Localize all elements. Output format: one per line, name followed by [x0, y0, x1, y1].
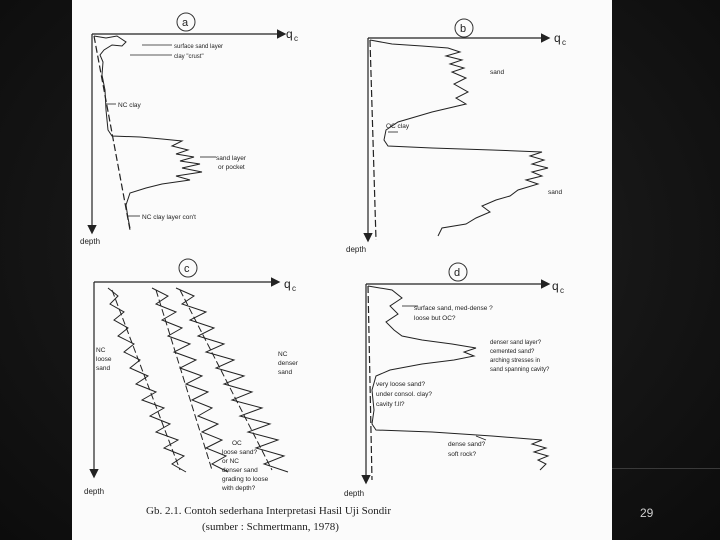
panel-a-ann-surface-sand: surface sand layer [174, 44, 224, 50]
panel-d-ann-dense-sand: dense sand? [448, 441, 486, 448]
panel-c-profile-mid [152, 288, 228, 472]
panel-b-qc-label: q [554, 31, 561, 45]
panel-c-trend-2 [156, 290, 212, 470]
panel-d-ann-very-loose: very loose sand? [376, 381, 426, 388]
panel-b-ann-sand-lower: sand [548, 189, 563, 196]
panel-d-ann-loose-oc: loose but OC? [414, 315, 456, 322]
panel-b-qc-profile [370, 40, 548, 236]
panel-c-ann-denser-sand: denser sand [222, 467, 258, 474]
panel-d-ann-soft-rock: soft rock? [448, 451, 477, 458]
panel-b-ann-sand-upper: sand [490, 69, 505, 76]
panel-c-qc-sub: c [292, 284, 296, 293]
panel-d-ann-denser-sand: denser sand layer? [490, 340, 542, 346]
panel-b-qc-sub: c [562, 38, 566, 47]
panel-d-qc-label: q [552, 279, 559, 293]
panel-d-ann-arching: arching stresses in [490, 358, 541, 364]
panel-a-ann-sand-layer: sand layer [216, 155, 246, 162]
panel-c-ann-oc: OC [232, 440, 242, 447]
panel-d-ann-surface-sand: surface sand, med-dense ? [414, 305, 493, 312]
panel-d-ann-cemented: cemented sand? [490, 349, 535, 355]
panel-c-ann-nc-1: NC [96, 347, 106, 354]
panel-d-ann-underconsol: under consol. clay? [376, 391, 433, 398]
panel-c-ann-loose-sand: loose sand? [222, 449, 258, 456]
panel-d-depth-label: depth [344, 489, 365, 498]
page-number: 29 [640, 506, 654, 520]
panel-a-qc-sub: c [294, 34, 298, 43]
panel-a-ann-nc-clay: NC clay [118, 102, 141, 109]
panel-c-ann-grading: grading to loose [222, 476, 269, 483]
panel-c-ann-sand-1: sand [96, 365, 111, 372]
panel-d-leader-2 [476, 436, 486, 440]
panel-a-qc-profile [94, 36, 202, 228]
panel-c-trend-1 [112, 290, 180, 470]
panel-d-letter: d [454, 267, 461, 279]
panel-c [84, 259, 299, 496]
cpt-interpretation-figure [72, 0, 612, 540]
panel-a-trend-line [94, 36, 130, 230]
panel-a-ann-or-pocket: or pocket [218, 164, 245, 171]
panel-d-ann-spanning: sand spanning cavity? [490, 367, 550, 373]
panel-c-ann-nc-2: NC [278, 351, 288, 358]
panel-b-ann-oc-clay: OC clay [386, 123, 410, 130]
panel-a-ann-nc-clay-cont: NC clay layer con't [142, 214, 196, 221]
panel-d-qc-sub: c [560, 286, 564, 295]
panel-c-qc-label: q [284, 277, 291, 291]
slide-divider [612, 468, 720, 469]
panel-c-ann-loose: loose [96, 356, 112, 363]
panel-b [346, 19, 566, 254]
panel-a [80, 13, 298, 246]
panel-c-ann-or-nc: or NC [222, 458, 239, 465]
panel-c-ann-sand-2: sand [278, 369, 293, 376]
figure-drawing [72, 0, 612, 540]
panel-a-depth-label: depth [80, 237, 101, 246]
panel-c-ann-denser: denser [278, 360, 298, 367]
panel-a-letter: a [182, 17, 189, 29]
panel-d-ann-cavity: cavity f.ll? [376, 401, 405, 408]
panel-d [344, 263, 564, 498]
panel-b-depth-label: depth [346, 245, 367, 254]
panel-d-trend-line [368, 286, 372, 480]
panel-c-letter: c [184, 263, 190, 275]
panel-c-profile-loose [108, 288, 186, 472]
figure-source: (sumber : Schmertmann, 1978) [202, 521, 339, 533]
panel-c-depth-label: depth [84, 487, 105, 496]
figure-caption: Gb. 2.1. Contoh sederhana Interpretasi Hasil Uji Sondir [146, 505, 392, 517]
panel-a-qc-label: q [286, 27, 293, 41]
panel-c-ann-with-depth: with depth? [222, 485, 256, 492]
panel-b-letter: b [460, 23, 467, 35]
panel-a-ann-clay-crust: clay "crust" [174, 54, 204, 60]
panel-b-trend-line [370, 40, 376, 240]
